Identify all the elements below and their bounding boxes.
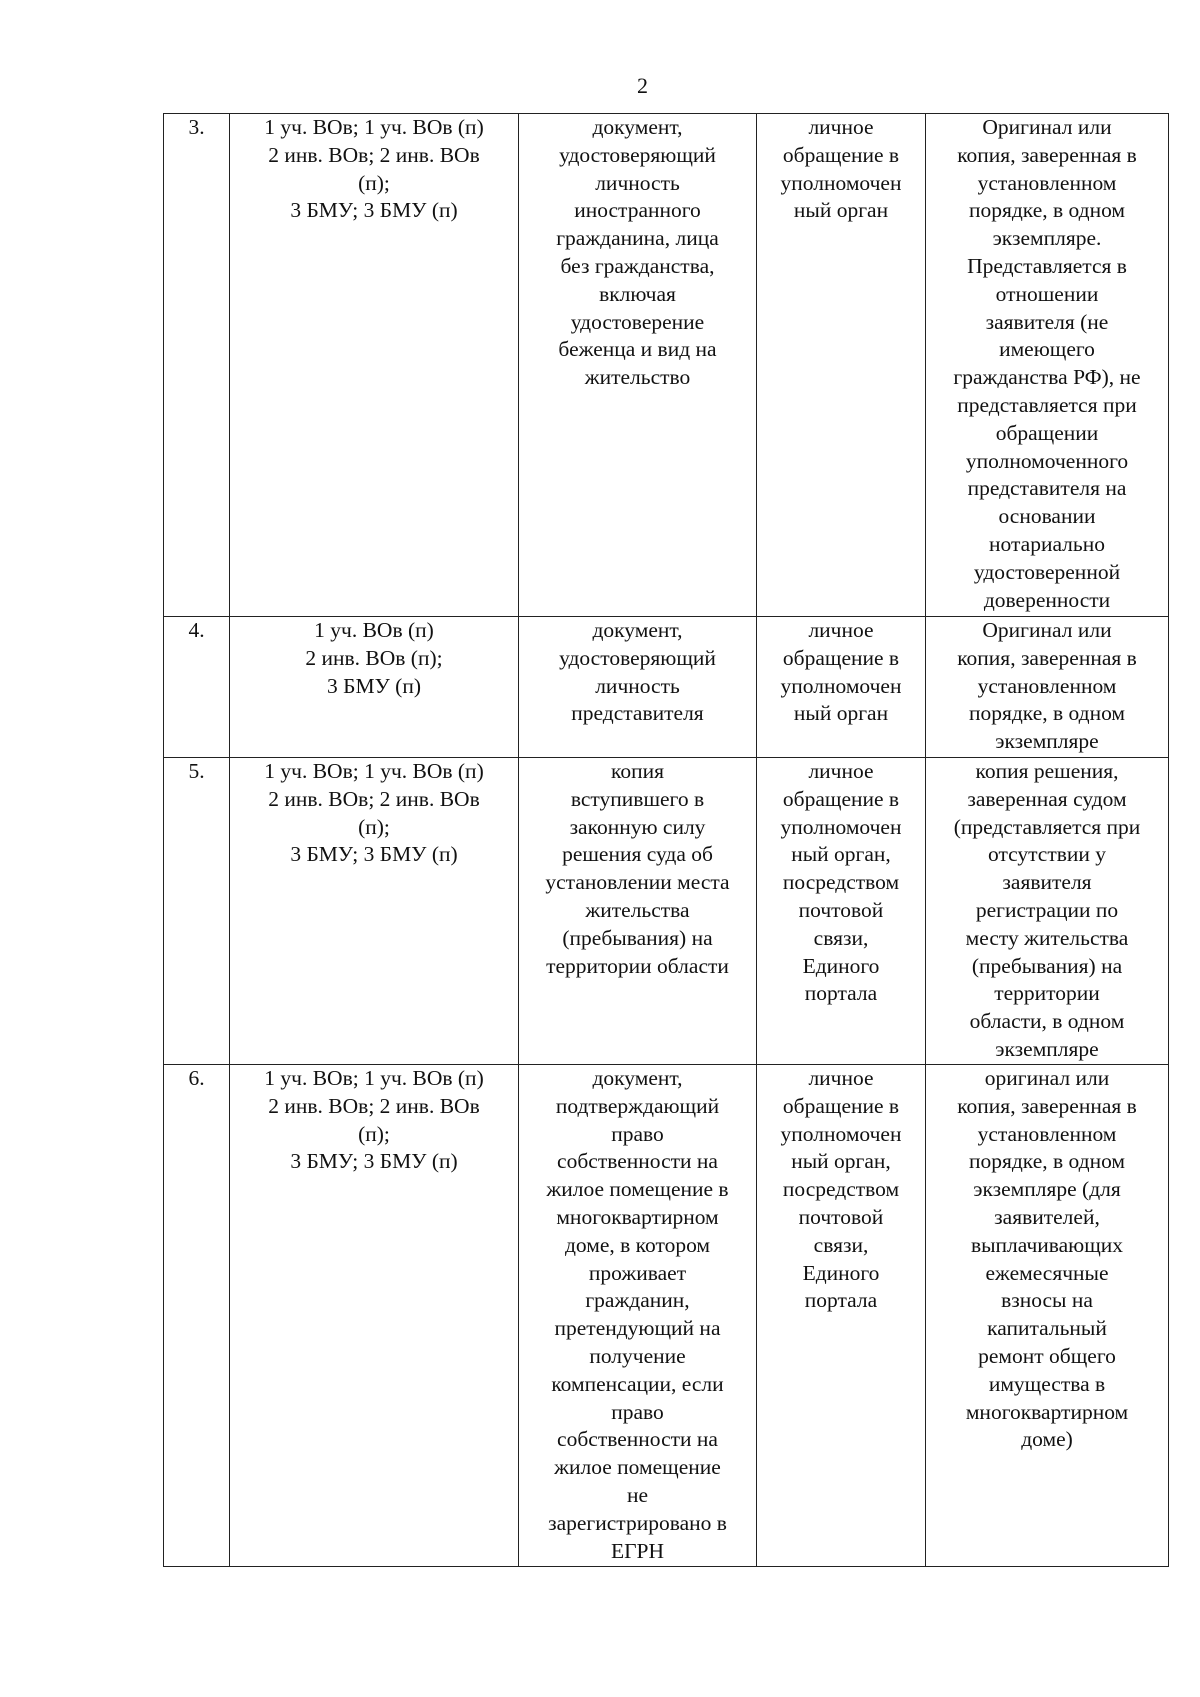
method-cell [757,617,926,758]
row-number: 5. [188,759,205,783]
document-name: копия вступившего в законную силу решения суда об установлении места жительства (пребывания) на территории области [545,759,730,978]
table-row [164,617,1169,758]
submission-method: личное обращение в уполномочен ный орган [780,115,902,223]
document-cell [519,617,757,758]
row-number-cell [164,1065,230,1567]
document-name: документ, удостоверяющий личность иностранного гражданина, лица без гражданства, включая удостоверение беженца и вид на жительство [556,115,719,390]
document-form: Оригинал или копия, заверенная в установленном порядке, в одном экземпляре [957,618,1137,754]
applicant-categories: 1 уч. ВОв; 1 уч. ВОв (п) 2 инв. ВОв; 2 инв. ВОв (п); 3 БМУ; 3 БМУ (п) [264,1066,484,1174]
row-number-cell [164,114,230,617]
table-row [164,114,1169,617]
form-cell [926,1065,1169,1567]
table-row [164,1065,1169,1567]
document-form: оригинал или копия, заверенная в установленном порядке, в одном экземпляре (для заявителей, выплачивающих ежемесячные взносы на капитальный ремонт общего имущества в многоквартирном доме) [957,1066,1137,1452]
row-number-cell [164,617,230,758]
document-form: копия решения, заверенная судом (представляется при отсутствии у заявителя регистрации по месту жительства (пребывания) на территории области, в одном экземпляре [953,759,1141,1061]
document-name: документ, подтверждающий право собственности на жилое помещение в многоквартирном доме, в котором проживает гражданин, претендующий на получение компенсации, если право собственности на жилое помещение не зарегистрировано в ЕГРН [546,1066,729,1563]
categories-cell [230,758,519,1065]
method-cell [757,1065,926,1567]
document-cell [519,758,757,1065]
method-cell [757,758,926,1065]
form-cell [926,758,1169,1065]
form-cell [926,617,1169,758]
document-cell [519,114,757,617]
row-number: 3. [188,115,205,139]
documents-table [163,113,1169,1567]
form-cell [926,114,1169,617]
document-cell [519,1065,757,1567]
applicant-categories: 1 уч. ВОв (п) 2 инв. ВОв (п); 3 БМУ (п) [305,618,443,698]
categories-cell [230,617,519,758]
row-number: 6. [188,1066,205,1090]
document-name: документ, удостоверяющий личность представителя [559,618,716,726]
method-cell [757,114,926,617]
submission-method: личное обращение в уполномочен ный орган, посредством почтовой связи, Единого портала [780,759,902,1006]
categories-cell [230,114,519,617]
row-number-cell [164,758,230,1065]
submission-method: личное обращение в уполномочен ный орган [780,618,902,726]
table-row [164,758,1169,1065]
page-number: 2 [637,73,648,98]
submission-method: личное обращение в уполномочен ный орган, посредством почтовой связи, Единого портала [780,1066,902,1313]
document-form: Оригинал или копия, заверенная в установленном порядке, в одном экземпляре. Представляется в отношении заявителя (не имеющего гражданства РФ), не представляется при обращении уполномоченного представителя на основании нотариально удостоверенной доверенности [953,115,1141,612]
categories-cell [230,1065,519,1567]
applicant-categories: 1 уч. ВОв; 1 уч. ВОв (п) 2 инв. ВОв; 2 инв. ВОв (п); 3 БМУ; 3 БМУ (п) [264,759,484,867]
row-number: 4. [188,618,205,642]
applicant-categories: 1 уч. ВОв; 1 уч. ВОв (п) 2 инв. ВОв; 2 инв. ВОв (п); 3 БМУ; 3 БМУ (п) [264,115,484,223]
